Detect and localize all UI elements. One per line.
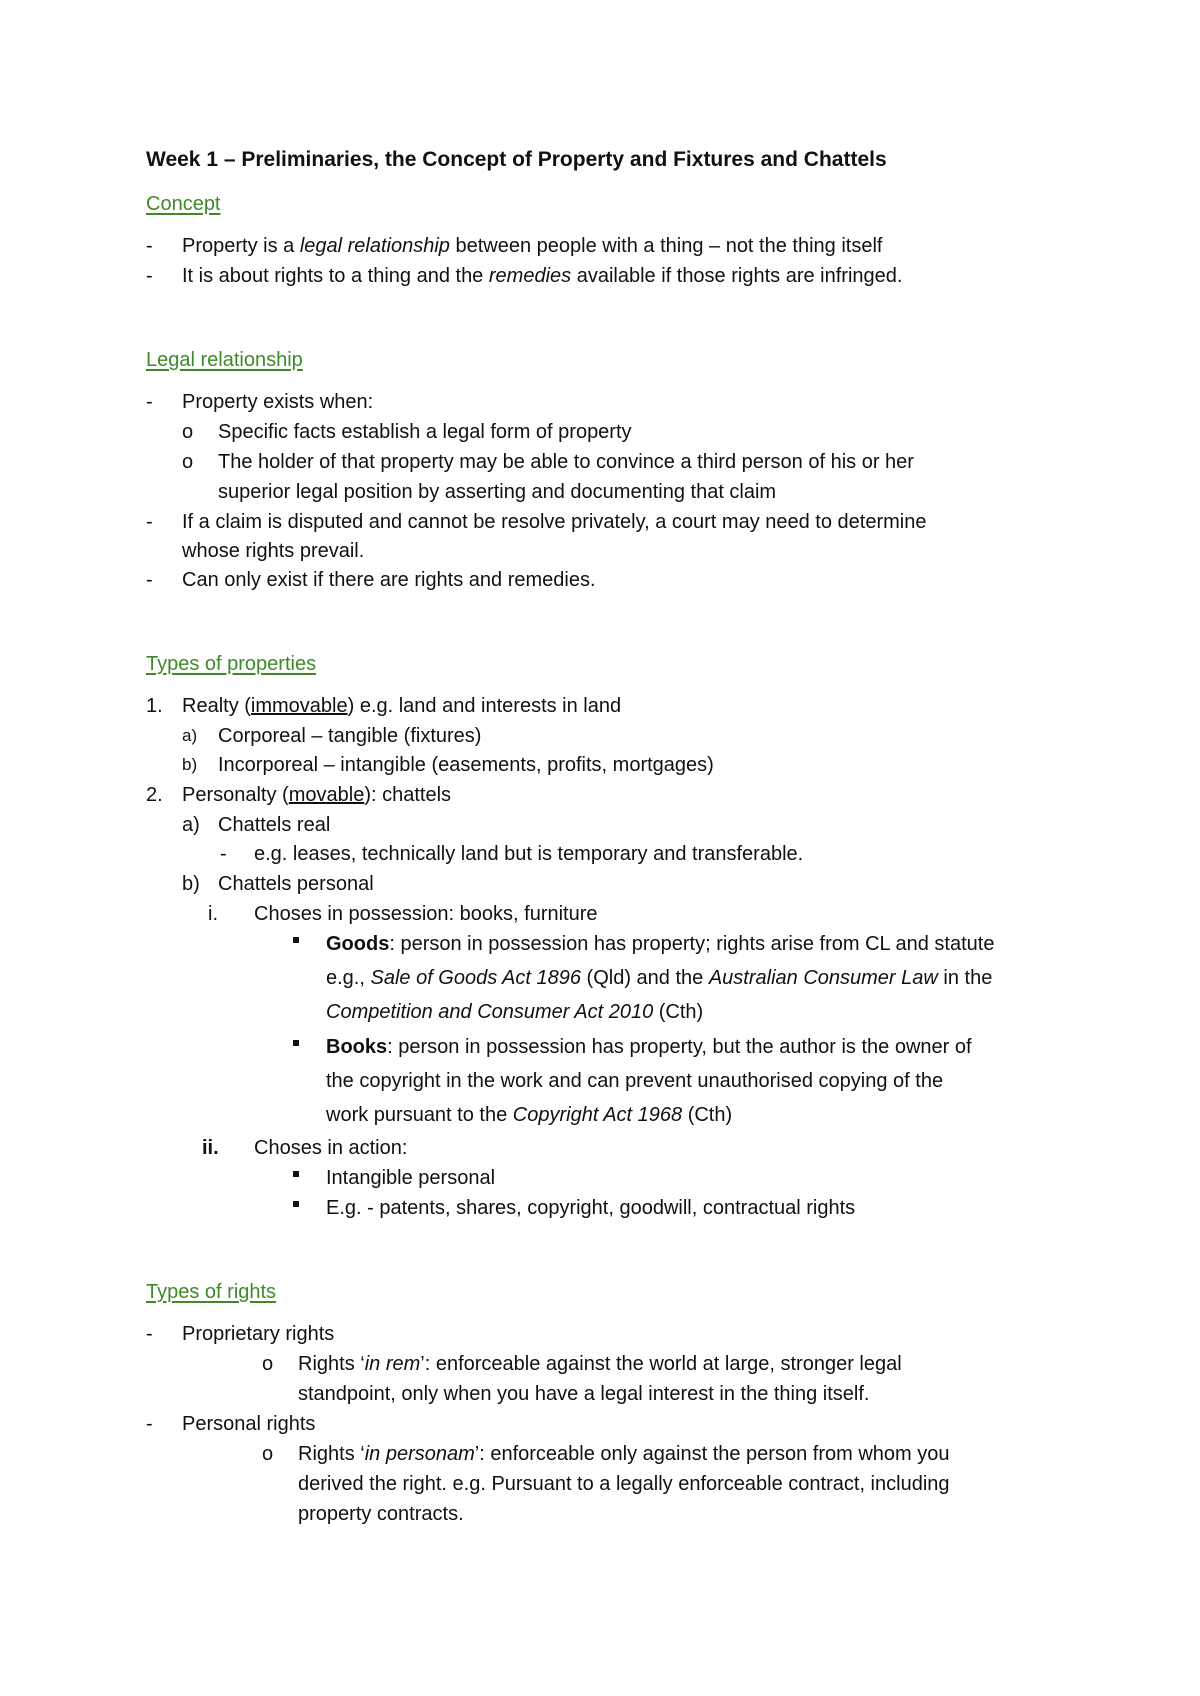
legal-bullet-2-line-2: whose rights prevail. [182,540,365,562]
number-marker: 2. [146,784,163,806]
heading-concept: Concept [146,193,221,215]
dash-marker: - [146,511,153,533]
in-personam-line-1: Rights ‘in personam’: enforceable only against the person from whom you [298,1443,950,1465]
letter-marker: a) [182,814,200,836]
dash-marker: - [220,843,227,865]
dash-marker: - [146,1413,153,1435]
square-bullet-icon [293,937,299,943]
legal-sub-2-line-1: The holder of that property may be able to convince a third person of his or her [218,451,914,473]
goods-line-1: Goods: person in possession has property; rights arise from CL and statute [326,933,995,955]
choses-in-action-sub-1: Intangible personal [326,1167,496,1189]
dash-marker: - [146,391,153,413]
dash-marker: - [146,569,153,591]
page-title: Week 1 – Preliminaries, the Concept of Property and Fixtures and Chattels [146,148,887,171]
legal-sub-1: Specific facts establish a legal form of property [218,421,632,443]
roman-marker: i. [208,903,218,925]
dash-marker: - [146,265,153,287]
heading-legal-relationship: Legal relationship [146,349,303,371]
circle-marker: o [262,1353,274,1375]
concept-bullet-1: Property is a legal relationship between people with a thing – not the thing itself [182,235,883,257]
choses-in-action-sub-2: E.g. - patents, shares, copyright, goodwill, contractual rights [326,1197,856,1219]
dash-marker: - [146,1323,153,1345]
heading-types-of-rights: Types of rights [146,1281,277,1303]
personal-rights-item: Personal rights [182,1413,316,1435]
goods-line-3: Competition and Consumer Act 2010 (Cth) [326,1001,704,1023]
square-bullet-icon [293,1171,299,1177]
books-line-3: work pursuant to the Copyright Act 1968 (Cth) [326,1104,733,1126]
in-rem-line-2: standpoint, only when you have a legal interest in the thing itself. [298,1383,870,1405]
in-rem-line-1: Rights ‘in rem’: enforceable against the world at large, stronger legal [298,1353,902,1375]
letter-marker: b) [182,755,198,774]
circle-marker: o [262,1443,274,1465]
personalty-item: Personalty (movable): chattels [182,784,452,806]
chattels-real-example: e.g. leases, technically land but is temporary and transferable. [254,843,804,865]
square-bullet-icon [293,1040,299,1046]
legal-bullet-2-line-1: If a claim is disputed and cannot be resolve privately, a court may need to determine [182,511,927,533]
chattels-real-item: Chattels real [218,814,331,836]
square-bullet-icon [293,1201,299,1207]
chattels-personal-item: Chattels personal [218,873,374,895]
proprietary-rights-item: Proprietary rights [182,1323,335,1345]
circle-marker: o [182,451,194,473]
choses-in-possession-item: Choses in possession: books, furniture [254,903,598,925]
realty-item: Realty (immovable) e.g. land and interests in land [182,695,622,717]
in-personam-line-2: derived the right. e.g. Pursuant to a legally enforceable contract, including [298,1473,950,1495]
corporeal-item: Corporeal – tangible (fixtures) [218,725,482,747]
legal-sub-2-line-2: superior legal position by asserting and documenting that claim [218,481,777,503]
legal-bullet-1: Property exists when: [182,391,374,413]
letter-marker: b) [182,873,200,895]
roman-marker: ii. [202,1137,219,1159]
number-marker: 1. [146,695,163,717]
concept-bullet-2: It is about rights to a thing and the remedies available if those rights are infringed. [182,265,903,287]
books-line-2: the copyright in the work and can prevent unauthorised copying of the [326,1070,944,1092]
letter-marker: a) [182,726,198,745]
goods-line-2: e.g., Sale of Goods Act 1896 (Qld) and the Australian Consumer Law in the [326,967,993,989]
choses-in-action-item: Choses in action: [254,1137,408,1159]
dash-marker: - [146,235,153,257]
circle-marker: o [182,421,194,443]
incorporeal-item: Incorporeal – intangible (easements, profits, mortgages) [218,754,714,776]
books-line-1: Books: person in possession has property, but the author is the owner of [326,1036,972,1058]
in-personam-line-3: property contracts. [298,1503,464,1525]
heading-types-of-properties: Types of properties [146,653,317,675]
legal-bullet-3: Can only exist if there are rights and remedies. [182,569,596,591]
